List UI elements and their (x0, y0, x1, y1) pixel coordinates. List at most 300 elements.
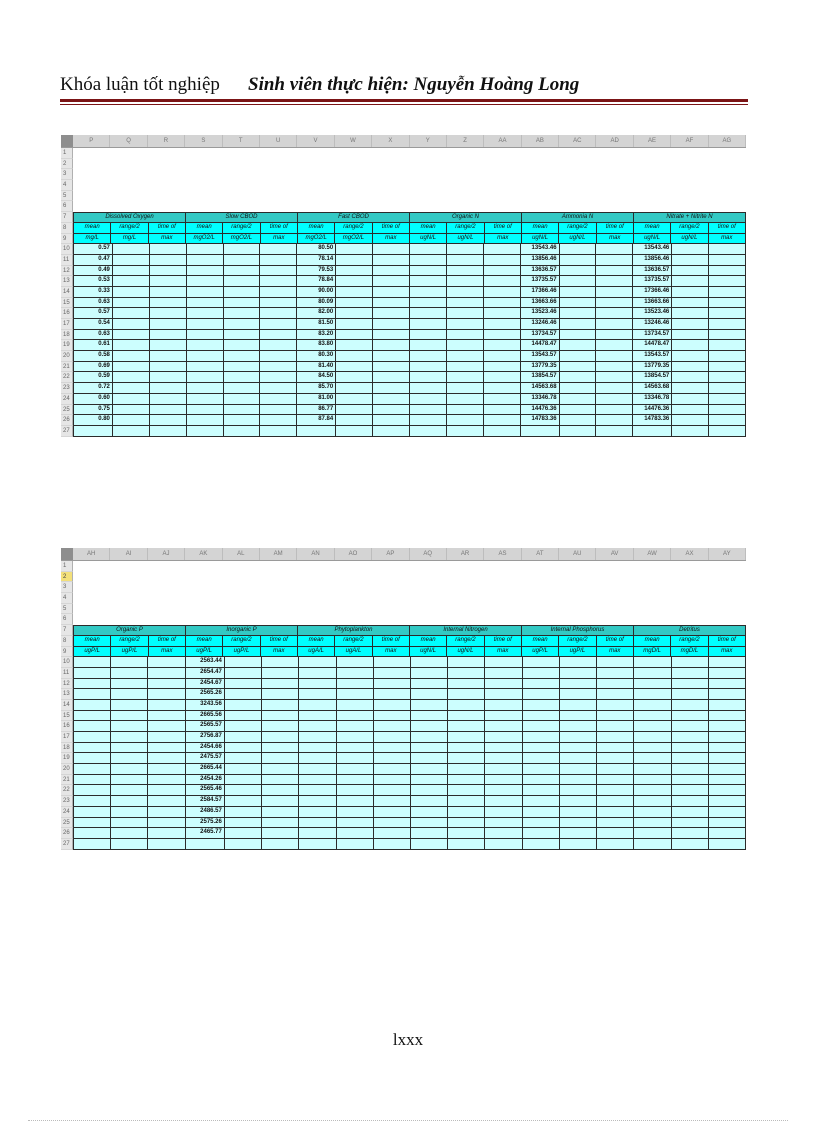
unit-cell[interactable]: ugN/L (634, 234, 671, 245)
value-cell[interactable]: 13779.35 (521, 362, 560, 373)
value-cell[interactable]: 0.33 (73, 287, 113, 298)
table-cell[interactable] (560, 298, 597, 309)
table-cell[interactable] (634, 668, 671, 679)
table-cell[interactable] (560, 394, 597, 405)
table-cell[interactable] (560, 839, 597, 850)
table-cell[interactable] (597, 711, 634, 722)
table-cell[interactable] (709, 828, 746, 839)
unit-cell[interactable]: max (709, 234, 746, 245)
table-cell[interactable] (187, 255, 224, 266)
column-header[interactable]: AR (447, 548, 484, 560)
table-cell[interactable] (373, 255, 410, 266)
column-header[interactable]: U (260, 135, 297, 147)
table-cell[interactable] (373, 362, 410, 373)
unit-cell[interactable]: mgO2/L (335, 234, 372, 245)
value-cell[interactable]: 14476.36 (521, 405, 560, 416)
table-cell[interactable] (672, 255, 709, 266)
table-cell[interactable] (448, 807, 485, 818)
blank-cells[interactable] (73, 561, 746, 572)
unit-cell[interactable]: ugP/L (73, 647, 111, 658)
row-number[interactable]: 21 (61, 362, 73, 373)
row-number[interactable]: 26 (61, 828, 73, 839)
table-cell[interactable] (187, 319, 224, 330)
table-cell[interactable] (187, 298, 224, 309)
table-cell[interactable] (672, 657, 709, 668)
table-cell[interactable] (113, 405, 150, 416)
table-cell[interactable] (484, 244, 521, 255)
value-cell[interactable]: 13663.66 (633, 298, 672, 309)
column-header[interactable]: AX (671, 548, 708, 560)
value-cell[interactable]: 13663.66 (521, 298, 560, 309)
table-cell[interactable] (374, 764, 411, 775)
value-cell[interactable]: 2565.26 (186, 689, 225, 700)
subheader-cell[interactable]: time of (709, 636, 746, 647)
table-cell[interactable] (150, 405, 187, 416)
column-header[interactable]: V (297, 135, 334, 147)
table-cell[interactable] (672, 276, 709, 287)
table-cell[interactable] (113, 255, 150, 266)
table-cell[interactable] (260, 415, 297, 426)
table-cell[interactable] (484, 255, 521, 266)
blank-cells[interactable] (73, 191, 746, 202)
table-cell[interactable] (336, 405, 373, 416)
value-cell[interactable] (297, 426, 336, 437)
column-header[interactable]: AW (634, 548, 671, 560)
column-header[interactable]: AQ (410, 548, 447, 560)
table-cell[interactable] (111, 785, 148, 796)
table-cell[interactable] (224, 308, 261, 319)
column-header[interactable]: AJ (148, 548, 185, 560)
table-cell[interactable] (447, 405, 484, 416)
table-cell[interactable] (560, 657, 597, 668)
table-cell[interactable] (447, 298, 484, 309)
table-cell[interactable] (225, 743, 262, 754)
table-cell[interactable] (111, 657, 148, 668)
row-number[interactable]: 19 (61, 340, 73, 351)
table-cell[interactable] (672, 775, 709, 786)
table-cell[interactable] (260, 405, 297, 416)
table-cell[interactable] (111, 689, 148, 700)
subheader-cell[interactable]: range/2 (223, 636, 260, 647)
table-cell[interactable] (148, 743, 185, 754)
value-cell[interactable]: 85.70 (297, 383, 336, 394)
table-cell[interactable] (485, 743, 522, 754)
table-cell[interactable] (634, 818, 671, 829)
table-cell[interactable] (225, 679, 262, 690)
table-cell[interactable] (225, 700, 262, 711)
table-cell[interactable] (709, 753, 746, 764)
table-cell[interactable] (299, 807, 336, 818)
table-cell[interactable] (484, 340, 521, 351)
table-cell[interactable] (448, 700, 485, 711)
table-cell[interactable] (485, 753, 522, 764)
group-header-cell[interactable]: Organic P (73, 625, 186, 636)
table-cell[interactable] (299, 764, 336, 775)
value-cell[interactable]: 0.63 (73, 330, 113, 341)
row-number[interactable]: 24 (61, 394, 73, 405)
row-number[interactable]: 5 (61, 604, 73, 615)
unit-cell[interactable]: ugP/L (186, 647, 223, 658)
table-cell[interactable] (336, 244, 373, 255)
value-cell[interactable]: 78.14 (297, 255, 336, 266)
table-cell[interactable] (709, 405, 746, 416)
table-cell[interactable] (560, 711, 597, 722)
table-cell[interactable] (597, 689, 634, 700)
table-cell[interactable] (672, 732, 709, 743)
table-cell[interactable] (111, 818, 148, 829)
table-cell[interactable] (374, 743, 411, 754)
unit-cell[interactable]: max (261, 647, 298, 658)
table-cell[interactable] (411, 732, 448, 743)
table-cell[interactable] (410, 383, 447, 394)
table-cell[interactable] (560, 807, 597, 818)
table-cell[interactable] (113, 276, 150, 287)
table-cell[interactable] (411, 807, 448, 818)
value-cell[interactable]: 80.50 (297, 244, 336, 255)
row-number[interactable]: 16 (61, 721, 73, 732)
table-cell[interactable] (374, 775, 411, 786)
row-number[interactable]: 14 (61, 700, 73, 711)
table-cell[interactable] (672, 351, 709, 362)
value-cell[interactable]: 0.49 (73, 266, 113, 277)
value-cell[interactable]: 13523.46 (633, 308, 672, 319)
table-cell[interactable] (485, 828, 522, 839)
table-cell[interactable] (410, 308, 447, 319)
subheader-cell[interactable]: range/2 (559, 636, 596, 647)
column-header[interactable]: AI (110, 548, 147, 560)
table-cell[interactable] (485, 807, 522, 818)
table-cell[interactable] (448, 732, 485, 743)
table-cell[interactable] (150, 351, 187, 362)
table-cell[interactable] (410, 372, 447, 383)
value-cell[interactable]: 14476.36 (633, 405, 672, 416)
table-cell[interactable] (262, 689, 299, 700)
table-cell[interactable] (410, 244, 447, 255)
table-cell[interactable] (523, 764, 560, 775)
table-cell[interactable] (634, 743, 671, 754)
table-cell[interactable] (373, 383, 410, 394)
table-cell[interactable] (560, 796, 597, 807)
table-cell[interactable] (262, 743, 299, 754)
table-cell[interactable] (596, 426, 633, 437)
column-header[interactable]: AN (297, 548, 334, 560)
value-cell[interactable]: 0.57 (73, 244, 113, 255)
table-cell[interactable] (560, 372, 597, 383)
value-cell[interactable]: 13543.57 (521, 351, 560, 362)
table-cell[interactable] (336, 426, 373, 437)
table-cell[interactable] (448, 818, 485, 829)
blank-cells[interactable] (73, 593, 746, 604)
table-cell[interactable] (709, 308, 746, 319)
group-header-cell[interactable]: Internal Nitrogen (410, 625, 522, 636)
table-cell[interactable] (634, 721, 671, 732)
table-cell[interactable] (224, 255, 261, 266)
table-cell[interactable] (709, 255, 746, 266)
table-cell[interactable] (560, 330, 597, 341)
group-header-cell[interactable]: Organic N (410, 212, 522, 223)
value-cell[interactable]: 13856.46 (633, 255, 672, 266)
value-cell[interactable]: 13246.46 (633, 319, 672, 330)
table-cell[interactable] (410, 340, 447, 351)
table-cell[interactable] (373, 426, 410, 437)
table-cell[interactable] (148, 711, 185, 722)
table-cell[interactable] (373, 308, 410, 319)
subheader-cell[interactable]: range/2 (335, 223, 372, 234)
table-cell[interactable] (337, 753, 374, 764)
table-cell[interactable] (224, 340, 261, 351)
table-cell[interactable] (596, 276, 633, 287)
table-cell[interactable] (150, 308, 187, 319)
table-cell[interactable] (150, 244, 187, 255)
column-header[interactable]: AH (73, 548, 110, 560)
table-cell[interactable] (672, 711, 709, 722)
value-cell[interactable]: 79.53 (297, 266, 336, 277)
table-cell[interactable] (410, 426, 447, 437)
unit-cell[interactable]: ugN/L (447, 647, 484, 658)
table-cell[interactable] (224, 276, 261, 287)
table-cell[interactable] (523, 828, 560, 839)
row-number[interactable]: 23 (61, 796, 73, 807)
table-cell[interactable] (709, 266, 746, 277)
table-cell[interactable] (374, 668, 411, 679)
column-header[interactable]: AC (559, 135, 596, 147)
table-cell[interactable] (224, 426, 261, 437)
table-cell[interactable] (709, 330, 746, 341)
table-cell[interactable] (484, 298, 521, 309)
table-cell[interactable] (260, 362, 297, 373)
table-cell[interactable] (634, 828, 671, 839)
unit-cell[interactable]: mgO2/L (298, 234, 335, 245)
column-header[interactable]: AL (223, 548, 260, 560)
table-cell[interactable] (224, 362, 261, 373)
table-cell[interactable] (224, 383, 261, 394)
table-cell[interactable] (373, 298, 410, 309)
table-cell[interactable] (337, 807, 374, 818)
table-cell[interactable] (113, 351, 150, 362)
table-cell[interactable] (262, 828, 299, 839)
unit-cell[interactable]: ugP/L (559, 647, 596, 658)
table-cell[interactable] (299, 796, 336, 807)
table-cell[interactable] (560, 426, 597, 437)
value-cell[interactable]: 13543.57 (633, 351, 672, 362)
table-cell[interactable] (709, 668, 746, 679)
unit-cell[interactable]: max (373, 234, 410, 245)
table-cell[interactable] (262, 721, 299, 732)
value-cell[interactable]: 13636.57 (633, 266, 672, 277)
table-cell[interactable] (709, 732, 746, 743)
subheader-cell[interactable]: time of (597, 223, 634, 234)
table-cell[interactable] (260, 255, 297, 266)
table-cell[interactable] (262, 764, 299, 775)
table-cell[interactable] (560, 785, 597, 796)
subheader-cell[interactable]: range/2 (111, 636, 148, 647)
row-number[interactable]: 13 (61, 689, 73, 700)
table-cell[interactable] (447, 351, 484, 362)
table-cell[interactable] (224, 330, 261, 341)
table-cell[interactable] (336, 383, 373, 394)
table-cell[interactable] (672, 405, 709, 416)
column-header[interactable]: Q (110, 135, 147, 147)
value-cell[interactable]: 14478.47 (633, 340, 672, 351)
value-cell[interactable]: 13246.46 (521, 319, 560, 330)
table-cell[interactable] (336, 287, 373, 298)
table-cell[interactable] (73, 796, 111, 807)
table-cell[interactable] (73, 764, 111, 775)
table-cell[interactable] (337, 668, 374, 679)
unit-cell[interactable]: ugN/L (410, 234, 447, 245)
table-cell[interactable] (113, 244, 150, 255)
value-cell[interactable]: 0.47 (73, 255, 113, 266)
table-cell[interactable] (672, 372, 709, 383)
table-cell[interactable] (560, 689, 597, 700)
value-cell[interactable]: 0.60 (73, 394, 113, 405)
table-cell[interactable] (336, 255, 373, 266)
table-cell[interactable] (523, 785, 560, 796)
table-cell[interactable] (634, 775, 671, 786)
table-cell[interactable] (411, 711, 448, 722)
table-cell[interactable] (336, 372, 373, 383)
unit-cell[interactable]: ugN/L (410, 647, 447, 658)
table-cell[interactable] (484, 362, 521, 373)
table-cell[interactable] (187, 276, 224, 287)
table-cell[interactable] (523, 753, 560, 764)
table-cell[interactable] (148, 785, 185, 796)
unit-cell[interactable]: max (597, 234, 634, 245)
row-number[interactable]: 18 (61, 330, 73, 341)
row-number[interactable]: 18 (61, 743, 73, 754)
row-number[interactable]: 23 (61, 383, 73, 394)
table-cell[interactable] (485, 689, 522, 700)
unit-cell[interactable]: ugN/L (522, 234, 559, 245)
table-cell[interactable] (411, 657, 448, 668)
table-cell[interactable] (260, 330, 297, 341)
table-cell[interactable] (73, 700, 111, 711)
table-cell[interactable] (374, 732, 411, 743)
table-cell[interactable] (410, 287, 447, 298)
table-cell[interactable] (447, 426, 484, 437)
row-number[interactable]: 27 (61, 839, 73, 850)
value-cell[interactable]: 0.75 (73, 405, 113, 416)
blank-cells[interactable] (73, 572, 746, 583)
table-cell[interactable] (672, 764, 709, 775)
unit-cell[interactable]: ugP/L (522, 647, 559, 658)
table-cell[interactable] (560, 255, 597, 266)
table-cell[interactable] (113, 372, 150, 383)
table-cell[interactable] (484, 372, 521, 383)
table-cell[interactable] (709, 372, 746, 383)
table-cell[interactable] (672, 383, 709, 394)
unit-cell[interactable]: max (597, 647, 634, 658)
table-cell[interactable] (373, 276, 410, 287)
table-cell[interactable] (337, 679, 374, 690)
table-cell[interactable] (337, 743, 374, 754)
value-cell[interactable] (521, 426, 560, 437)
table-cell[interactable] (484, 319, 521, 330)
table-cell[interactable] (411, 775, 448, 786)
table-cell[interactable] (225, 807, 262, 818)
table-cell[interactable] (560, 764, 597, 775)
subheader-cell[interactable]: time of (373, 223, 410, 234)
table-cell[interactable] (485, 700, 522, 711)
table-cell[interactable] (299, 753, 336, 764)
row-number[interactable]: 9 (61, 647, 73, 658)
table-cell[interactable] (410, 415, 447, 426)
table-cell[interactable] (596, 287, 633, 298)
table-cell[interactable] (187, 362, 224, 373)
column-header[interactable]: Z (447, 135, 484, 147)
blank-cells[interactable] (73, 159, 746, 170)
table-cell[interactable] (373, 244, 410, 255)
table-cell[interactable] (73, 721, 111, 732)
subheader-cell[interactable]: time of (485, 636, 522, 647)
value-cell[interactable]: 2756.87 (186, 732, 225, 743)
row-number[interactable]: 11 (61, 668, 73, 679)
table-cell[interactable] (337, 839, 374, 850)
table-cell[interactable] (560, 266, 597, 277)
table-cell[interactable] (187, 415, 224, 426)
table-cell[interactable] (373, 372, 410, 383)
table-cell[interactable] (225, 711, 262, 722)
table-cell[interactable] (560, 405, 597, 416)
column-header[interactable]: Y (410, 135, 447, 147)
table-cell[interactable] (634, 785, 671, 796)
table-cell[interactable] (448, 679, 485, 690)
value-cell[interactable]: 0.69 (73, 362, 113, 373)
table-cell[interactable] (336, 308, 373, 319)
table-cell[interactable] (410, 330, 447, 341)
table-cell[interactable] (560, 828, 597, 839)
value-cell[interactable]: 13346.78 (633, 394, 672, 405)
table-cell[interactable] (225, 764, 262, 775)
table-cell[interactable] (523, 668, 560, 679)
table-cell[interactable] (596, 394, 633, 405)
table-cell[interactable] (672, 426, 709, 437)
table-cell[interactable] (596, 319, 633, 330)
table-cell[interactable] (709, 298, 746, 309)
table-cell[interactable] (484, 383, 521, 394)
table-cell[interactable] (709, 743, 746, 754)
table-cell[interactable] (187, 330, 224, 341)
table-cell[interactable] (484, 426, 521, 437)
value-cell[interactable]: 13856.46 (521, 255, 560, 266)
table-cell[interactable] (373, 266, 410, 277)
subheader-cell[interactable]: range/2 (223, 223, 260, 234)
row-number[interactable]: 3 (61, 582, 73, 593)
table-cell[interactable] (447, 340, 484, 351)
table-cell[interactable] (634, 753, 671, 764)
table-cell[interactable] (447, 383, 484, 394)
table-cell[interactable] (448, 689, 485, 700)
table-cell[interactable] (260, 426, 297, 437)
table-cell[interactable] (523, 743, 560, 754)
table-cell[interactable] (447, 372, 484, 383)
table-cell[interactable] (709, 415, 746, 426)
table-cell[interactable] (187, 405, 224, 416)
table-cell[interactable] (262, 700, 299, 711)
table-cell[interactable] (448, 785, 485, 796)
table-cell[interactable] (262, 732, 299, 743)
table-cell[interactable] (373, 340, 410, 351)
table-cell[interactable] (150, 319, 187, 330)
table-cell[interactable] (597, 775, 634, 786)
table-cell[interactable] (447, 287, 484, 298)
subheader-cell[interactable]: range/2 (671, 636, 708, 647)
table-cell[interactable] (560, 721, 597, 732)
table-cell[interactable] (709, 689, 746, 700)
table-cell[interactable] (709, 711, 746, 722)
table-cell[interactable] (73, 828, 111, 839)
table-cell[interactable] (523, 657, 560, 668)
